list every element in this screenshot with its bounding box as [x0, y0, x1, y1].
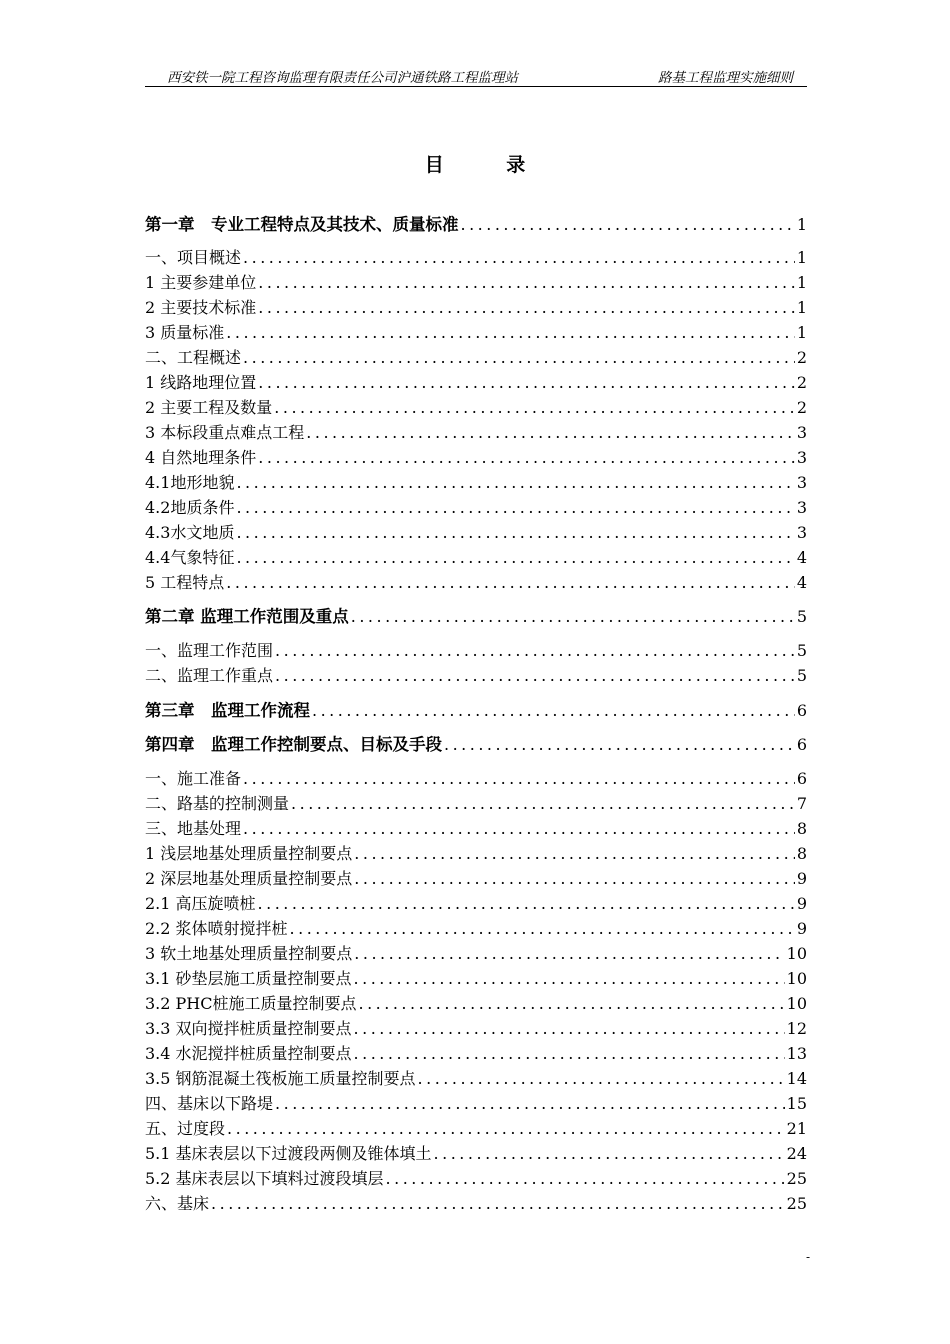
- toc-dot-leader: [236, 473, 794, 493]
- toc-dot-leader: [226, 573, 795, 593]
- toc-entry-page: 25: [786, 1194, 807, 1213]
- toc-entry-page: 1: [796, 215, 807, 234]
- toc-dot-leader: [290, 919, 795, 939]
- toc-entry-page: 9: [796, 894, 807, 913]
- toc-entry[interactable]: [145, 1165, 807, 1189]
- toc-entry-page: 1: [796, 248, 807, 267]
- toc-dot-leader: [243, 769, 795, 789]
- toc-entry-page: 10: [786, 969, 807, 988]
- toc-entry-label: 六、基床: [145, 1194, 210, 1213]
- toc-entry-label: 四、基床以下路堤: [145, 1094, 274, 1113]
- toc-entry-page: 4: [796, 548, 807, 567]
- toc-dot-leader: [211, 1194, 785, 1214]
- toc-entry[interactable]: [145, 1090, 807, 1114]
- toc-entry[interactable]: [145, 940, 807, 964]
- toc-entry[interactable]: [145, 544, 807, 568]
- header-left-text: 西安铁一院工程咨询监理有限责任公司沪通铁路工程监理站: [167, 70, 518, 86]
- toc-entry[interactable]: [145, 1065, 807, 1089]
- toc-entry-page: 13: [786, 1044, 807, 1063]
- toc-entry[interactable]: [145, 1190, 807, 1214]
- toc-entry-label: 2 深层地基处理质量控制要点: [145, 869, 353, 888]
- toc-entry-page: 10: [786, 994, 807, 1013]
- toc-entry-page: 10: [786, 944, 807, 963]
- toc-entry-page: 5: [796, 666, 807, 685]
- toc-entry-page: 3: [796, 423, 807, 442]
- toc-entry[interactable]: [145, 765, 807, 789]
- toc-dot-leader: [306, 423, 795, 443]
- toc-entry[interactable]: [145, 319, 807, 343]
- toc-title: 目 录: [424, 154, 554, 176]
- toc-entry-label: 一、项目概述: [145, 248, 242, 267]
- toc-dot-leader: [354, 1044, 785, 1064]
- toc-entry-page: 14: [786, 1069, 807, 1088]
- toc-entry-label: 4.3水文地质: [145, 523, 235, 542]
- toc-entry[interactable]: [145, 1115, 807, 1139]
- toc-entry-page: 8: [796, 819, 807, 838]
- toc-dot-leader: [461, 215, 795, 235]
- header-right-text: 路基工程监理实施细则: [658, 70, 793, 86]
- toc-entry-page: 7: [796, 794, 807, 813]
- toc-entry-label: 五、过度段: [145, 1119, 226, 1138]
- toc-entry-page: 6: [796, 701, 807, 720]
- toc-entry-label: 3.3 双向搅拌桩质量控制要点: [145, 1019, 352, 1038]
- toc-entry[interactable]: [145, 790, 807, 814]
- toc-entry-label: 5 工程特点: [145, 573, 225, 592]
- toc-dot-leader: [258, 373, 795, 393]
- toc-entry-label: 二、路基的控制测量: [145, 794, 290, 813]
- toc-entry[interactable]: [145, 1040, 807, 1064]
- toc-entry-page: 3: [796, 448, 807, 467]
- toc-chapter-entry[interactable]: [145, 603, 807, 627]
- toc-dot-leader: [236, 498, 794, 518]
- toc-entry[interactable]: [145, 294, 807, 318]
- toc-dot-leader: [312, 701, 795, 721]
- toc-dot-leader: [354, 969, 785, 989]
- toc-chapter-entry[interactable]: [145, 697, 807, 721]
- toc-entry-label: 第三章 监理工作流程: [145, 701, 310, 720]
- toc-entry-page: 24: [786, 1144, 807, 1163]
- toc-entry-label: 1 主要参建单位: [145, 273, 257, 292]
- toc-dot-leader: [274, 398, 795, 418]
- toc-entry-page: 25: [786, 1169, 807, 1188]
- toc-entry-label: 5.2 基床表层以下填料过渡段填层: [145, 1169, 384, 1188]
- toc-dot-leader: [354, 844, 795, 864]
- toc-entry-label: 第四章 监理工作控制要点、目标及手段: [145, 735, 442, 754]
- toc-entry-label: 第一章 专业工程特点及其技术、质量标准: [145, 215, 459, 234]
- toc-entry-label: 4.1地形地貌: [145, 473, 235, 492]
- toc-dot-leader: [275, 666, 795, 686]
- toc-dot-leader: [243, 819, 795, 839]
- toc-dot-leader: [386, 1169, 785, 1189]
- toc-entry-label: 2 主要技术标准: [145, 298, 257, 317]
- toc-entry-label: 3.4 水泥搅拌桩质量控制要点: [145, 1044, 352, 1063]
- toc-entry-page: 4: [796, 573, 807, 592]
- toc-entry[interactable]: [145, 965, 807, 989]
- toc-chapter-entry[interactable]: [145, 731, 807, 755]
- toc-entry[interactable]: [145, 244, 807, 268]
- toc-dot-leader: [291, 794, 795, 814]
- toc-entry[interactable]: [145, 662, 807, 686]
- toc-entry-label: 3 本标段重点难点工程: [145, 423, 305, 442]
- toc-entry-page: 2: [796, 373, 807, 392]
- toc-entry-page: 2: [796, 348, 807, 367]
- toc-entry-label: 5.1 基床表层以下过渡段两侧及锥体填土: [145, 1144, 432, 1163]
- toc-entry-page: 3: [796, 523, 807, 542]
- toc-entry-label: 三、地基处理: [145, 819, 242, 838]
- toc-entry[interactable]: [145, 519, 807, 543]
- toc-entry[interactable]: [145, 369, 807, 393]
- toc-dot-leader: [434, 1144, 785, 1164]
- toc-entry-page: 5: [796, 641, 807, 660]
- toc-entry-page: 1: [796, 273, 807, 292]
- toc-entry-label: 3.2 PHC桩施工质量控制要点: [145, 994, 357, 1013]
- toc-dot-leader: [444, 735, 795, 755]
- toc-entry-label: 2.1 高压旋喷桩: [145, 894, 256, 913]
- toc-dot-leader: [236, 523, 794, 543]
- toc-entry-page: 2: [796, 398, 807, 417]
- toc-entry[interactable]: [145, 469, 807, 493]
- toc-entry-label: 一、监理工作范围: [145, 641, 274, 660]
- toc-entry-page: 9: [796, 869, 807, 888]
- toc-entry-page: 12: [786, 1019, 807, 1038]
- toc-entry-page: 21: [786, 1119, 807, 1138]
- page-header: [145, 64, 807, 87]
- toc-dot-leader: [236, 548, 794, 568]
- toc-dot-leader: [258, 448, 795, 468]
- toc-dot-leader: [243, 348, 795, 368]
- toc-dot-leader: [354, 869, 795, 889]
- toc-entry[interactable]: [145, 890, 807, 914]
- toc-entry-label: 3 质量标准: [145, 323, 225, 342]
- toc-entry-label: 3 软土地基处理质量控制要点: [145, 944, 353, 963]
- toc-entry-page: 5: [796, 607, 807, 626]
- toc-entry-label: 第二章 监理工作范围及重点: [145, 607, 349, 626]
- toc-entry[interactable]: [145, 1140, 807, 1164]
- toc-dot-leader: [275, 1094, 785, 1114]
- toc-entry[interactable]: [145, 269, 807, 293]
- toc-entry[interactable]: [145, 569, 807, 593]
- toc-entry-label: 3.5 钢筋混凝土筏板施工质量控制要点: [145, 1069, 416, 1088]
- toc-entry-page: 9: [796, 919, 807, 938]
- toc-entry-page: 1: [796, 323, 807, 342]
- toc-entry-label: 1 浅层地基处理质量控制要点: [145, 844, 353, 863]
- toc-entry-label: 4.4气象特征: [145, 548, 235, 567]
- toc-dot-leader: [258, 298, 795, 318]
- toc-dot-leader: [243, 248, 795, 268]
- toc-entry-label: 4 自然地理条件: [145, 448, 257, 467]
- toc-entry[interactable]: [145, 840, 807, 864]
- toc-dot-leader: [275, 641, 795, 661]
- toc-entry-label: 2.2 浆体喷射搅拌桩: [145, 919, 288, 938]
- toc-dot-leader: [258, 273, 795, 293]
- toc-entry[interactable]: [145, 915, 807, 939]
- toc-dot-leader: [418, 1069, 785, 1089]
- toc-entry[interactable]: [145, 419, 807, 443]
- toc-dot-leader: [226, 323, 795, 343]
- toc-entry-page: 3: [796, 498, 807, 517]
- toc-entry[interactable]: [145, 494, 807, 518]
- toc-entry[interactable]: [145, 865, 807, 889]
- toc-chapter-entry[interactable]: [145, 211, 807, 235]
- toc-dot-leader: [354, 1019, 785, 1039]
- toc-entry-page: 1: [796, 298, 807, 317]
- toc-entry-label: 二、工程概述: [145, 348, 242, 367]
- toc-dot-leader: [351, 607, 795, 627]
- toc-entry-page: 6: [796, 769, 807, 788]
- toc-entry-page: 8: [796, 844, 807, 863]
- page-mark: -: [806, 1250, 811, 1264]
- toc-entry-label: 4.2地质条件: [145, 498, 235, 517]
- toc-dot-leader: [359, 994, 785, 1014]
- toc-entry-label: 二、监理工作重点: [145, 666, 274, 685]
- toc-entry[interactable]: [145, 444, 807, 468]
- toc-dot-leader: [227, 1119, 785, 1139]
- toc-dot-leader: [258, 894, 795, 914]
- toc-entry-label: 1 线路地理位置: [145, 373, 257, 392]
- toc-entry[interactable]: [145, 1015, 807, 1039]
- toc-entry[interactable]: [145, 394, 807, 418]
- toc-entry-page: 6: [796, 735, 807, 754]
- toc-entry-label: 2 主要工程及数量: [145, 398, 273, 417]
- toc-entry[interactable]: [145, 637, 807, 661]
- toc-entry-label: 一、施工准备: [145, 769, 242, 788]
- toc-entry-label: 3.1 砂垫层施工质量控制要点: [145, 969, 352, 988]
- toc-entry[interactable]: [145, 990, 807, 1014]
- toc-entry-page: 3: [796, 473, 807, 492]
- toc-dot-leader: [354, 944, 784, 964]
- toc-entry[interactable]: [145, 344, 807, 368]
- toc-entry[interactable]: [145, 815, 807, 839]
- toc-entry-page: 15: [786, 1094, 807, 1113]
